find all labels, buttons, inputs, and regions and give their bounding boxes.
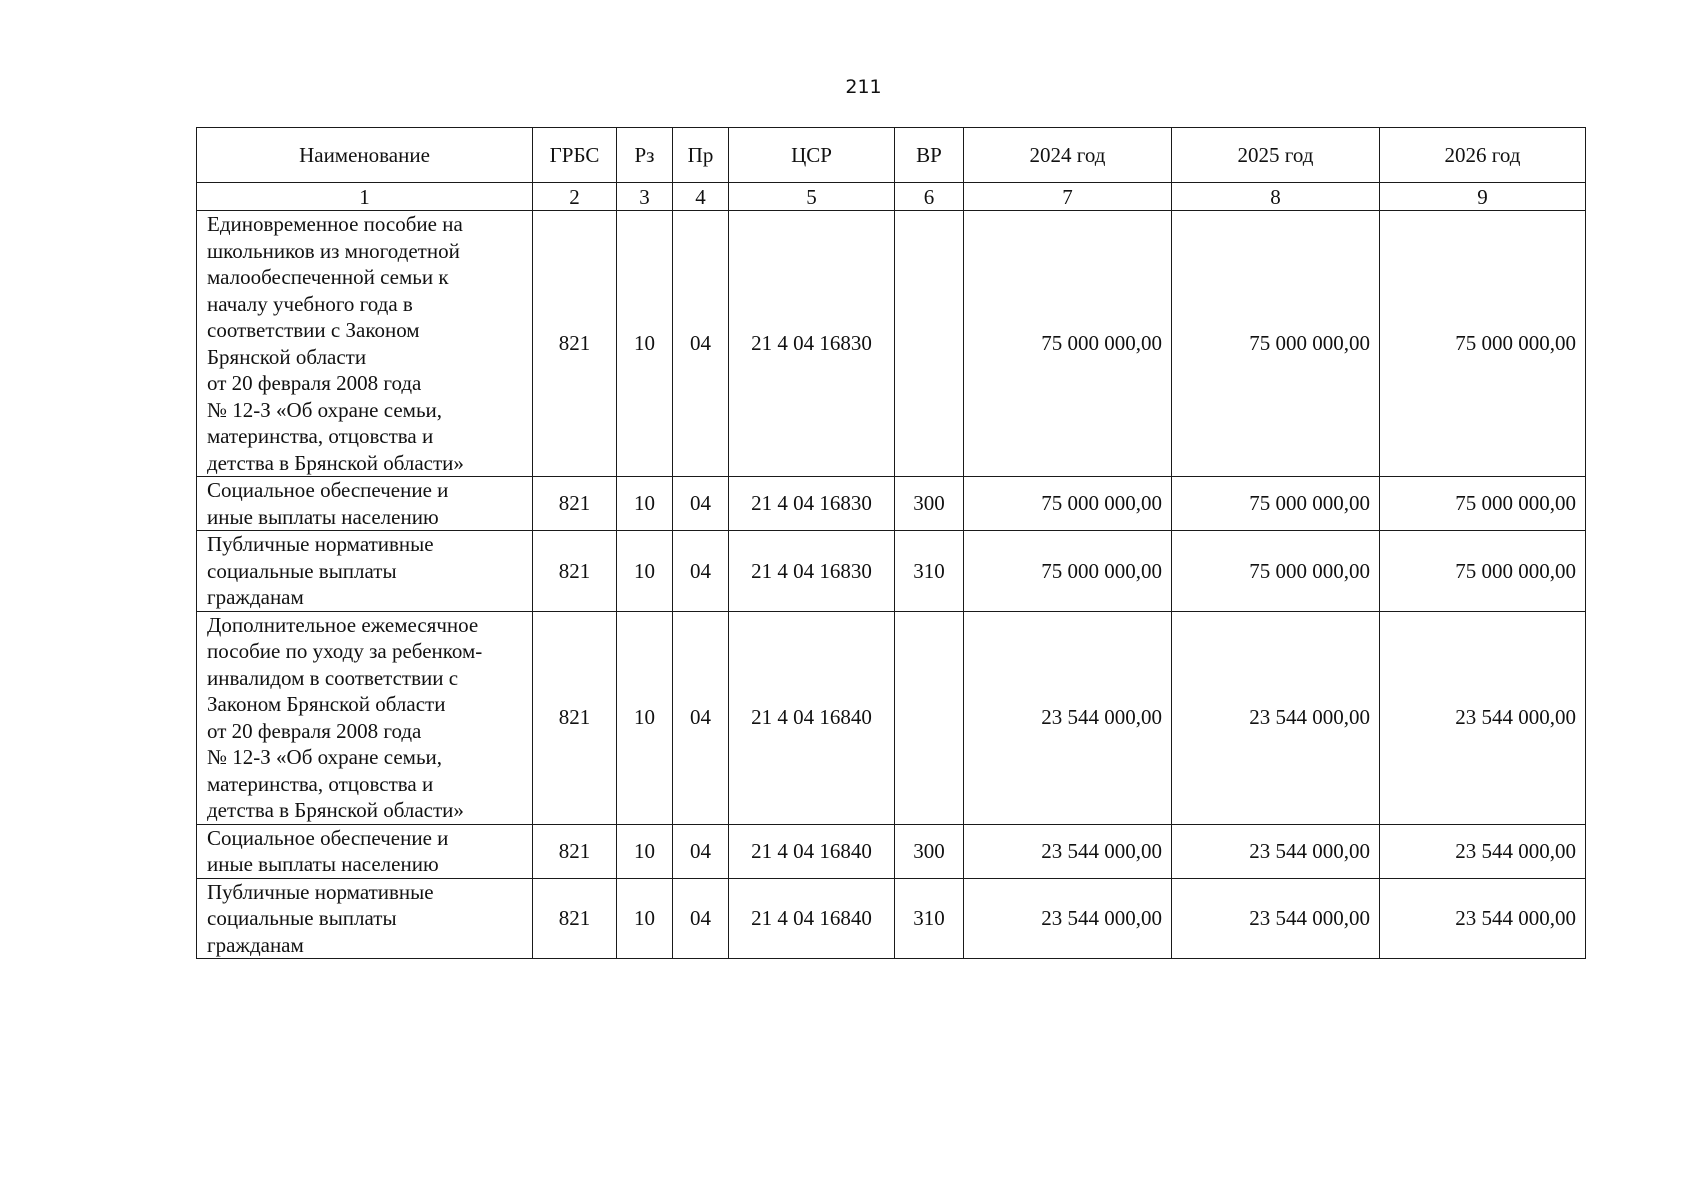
row-vr: 300 xyxy=(895,477,964,531)
table-row xyxy=(197,477,1586,531)
row-amount-2026: 75 000 000,00 xyxy=(1380,211,1586,477)
row-amount-2026: 23 544 000,00 xyxy=(1380,824,1586,878)
table-row xyxy=(197,211,1586,477)
row-amount-2025: 75 000 000,00 xyxy=(1172,477,1380,531)
row-amount-2026: 75 000 000,00 xyxy=(1380,531,1586,612)
column-number: 1 xyxy=(197,183,533,211)
row-pr: 04 xyxy=(673,611,729,824)
header-name: Наименование xyxy=(197,128,533,183)
row-amount-2026: 75 000 000,00 xyxy=(1380,477,1586,531)
row-grbs: 821 xyxy=(533,878,617,959)
row-vr xyxy=(895,611,964,824)
row-amount-2024: 75 000 000,00 xyxy=(964,211,1172,477)
header-2024: 2024 год xyxy=(964,128,1172,183)
header-grbs: ГРБС xyxy=(533,128,617,183)
row-amount-2025: 23 544 000,00 xyxy=(1172,611,1380,824)
row-amount-2026: 23 544 000,00 xyxy=(1380,611,1586,824)
row-rz: 10 xyxy=(617,824,673,878)
table-row xyxy=(197,611,1586,824)
column-number: 6 xyxy=(895,183,964,211)
row-amount-2024: 23 544 000,00 xyxy=(964,824,1172,878)
page-number: 211 xyxy=(845,76,882,98)
header-rz: Рз xyxy=(617,128,673,183)
column-number-row xyxy=(197,183,1586,211)
row-pr: 04 xyxy=(673,211,729,477)
column-number: 4 xyxy=(673,183,729,211)
column-number: 9 xyxy=(1380,183,1586,211)
row-name: Публичные нормативные социальные выплаты гражданам xyxy=(197,878,533,959)
row-name: Единовременное пособие на школьников из многодетной малообеспеченной семьи к началу учебного года в соответствии с Законом Брянской области от 20 февраля 2008 года № 12-З «Об охране семьи, материнства, отцовства и детства в Брянской области» xyxy=(197,211,533,477)
table-header xyxy=(197,128,1586,211)
row-name: Социальное обеспечение и иные выплаты населению xyxy=(197,824,533,878)
row-rz: 10 xyxy=(617,477,673,531)
column-number: 7 xyxy=(964,183,1172,211)
row-grbs: 821 xyxy=(533,211,617,477)
column-number: 2 xyxy=(533,183,617,211)
table-row xyxy=(197,878,1586,959)
row-vr xyxy=(895,211,964,477)
row-csr: 21 4 04 16830 xyxy=(729,477,895,531)
column-number: 3 xyxy=(617,183,673,211)
column-number: 8 xyxy=(1172,183,1380,211)
row-csr: 21 4 04 16830 xyxy=(729,531,895,612)
row-csr: 21 4 04 16840 xyxy=(729,878,895,959)
row-amount-2025: 23 544 000,00 xyxy=(1172,824,1380,878)
header-csr: ЦСР xyxy=(729,128,895,183)
row-grbs: 821 xyxy=(533,611,617,824)
row-amount-2025: 75 000 000,00 xyxy=(1172,531,1380,612)
header-vr: ВР xyxy=(895,128,964,183)
row-pr: 04 xyxy=(673,878,729,959)
row-csr: 21 4 04 16830 xyxy=(729,211,895,477)
column-number: 5 xyxy=(729,183,895,211)
row-csr: 21 4 04 16840 xyxy=(729,824,895,878)
row-name: Публичные нормативные социальные выплаты гражданам xyxy=(197,531,533,612)
row-amount-2024: 75 000 000,00 xyxy=(964,531,1172,612)
row-amount-2026: 23 544 000,00 xyxy=(1380,878,1586,959)
budget-table xyxy=(196,127,1586,959)
row-amount-2025: 23 544 000,00 xyxy=(1172,878,1380,959)
row-grbs: 821 xyxy=(533,824,617,878)
row-amount-2024: 23 544 000,00 xyxy=(964,878,1172,959)
row-amount-2024: 75 000 000,00 xyxy=(964,477,1172,531)
row-rz: 10 xyxy=(617,531,673,612)
row-rz: 10 xyxy=(617,878,673,959)
row-amount-2025: 75 000 000,00 xyxy=(1172,211,1380,477)
row-csr: 21 4 04 16840 xyxy=(729,611,895,824)
row-name: Социальное обеспечение и иные выплаты населению xyxy=(197,477,533,531)
row-grbs: 821 xyxy=(533,477,617,531)
row-name: Дополнительное ежемесячное пособие по уходу за ребенком- инвалидом в соответствии с Законом Брянской области от 20 февраля 2008 года № 12-З «Об охране семьи, материнства, отцовства и детства в Брянской области» xyxy=(197,611,533,824)
row-amount-2024: 23 544 000,00 xyxy=(964,611,1172,824)
row-pr: 04 xyxy=(673,477,729,531)
row-vr: 310 xyxy=(895,531,964,612)
row-pr: 04 xyxy=(673,824,729,878)
table-row xyxy=(197,824,1586,878)
row-pr: 04 xyxy=(673,531,729,612)
table-body xyxy=(197,211,1586,959)
row-vr: 310 xyxy=(895,878,964,959)
header-row xyxy=(197,128,1586,183)
header-pr: Пр xyxy=(673,128,729,183)
row-rz: 10 xyxy=(617,611,673,824)
row-vr: 300 xyxy=(895,824,964,878)
row-rz: 10 xyxy=(617,211,673,477)
header-2026: 2026 год xyxy=(1380,128,1586,183)
table-row xyxy=(197,531,1586,612)
header-2025: 2025 год xyxy=(1172,128,1380,183)
row-grbs: 821 xyxy=(533,531,617,612)
